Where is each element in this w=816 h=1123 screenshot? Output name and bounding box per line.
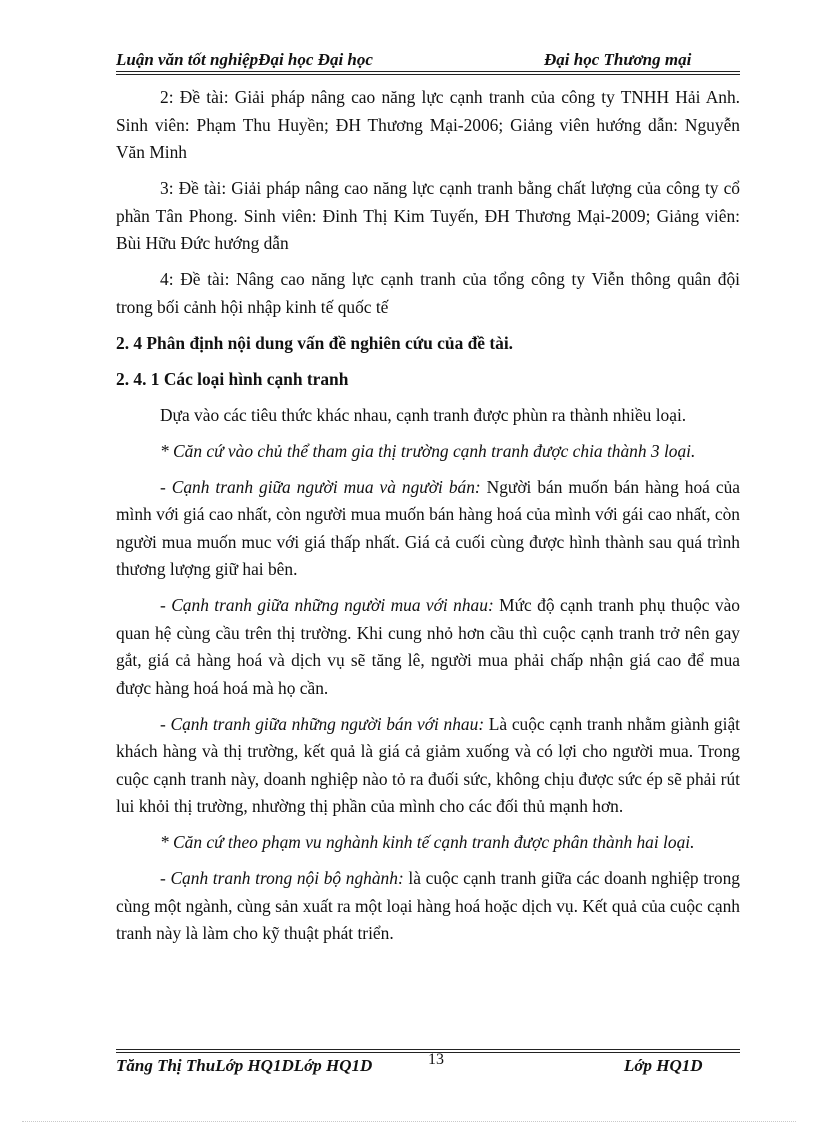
- paragraph-buyer-seller: [116, 474, 740, 584]
- criterion-industry: * Căn cứ theo phạm vu nghành kinh tế cạnh tranh được phân thành hai loại.: [160, 832, 695, 852]
- reference-item-4: 4: Đề tài: Nâng cao năng lực cạnh tranh của tổng công ty Viễn thông quân đội trong bối cảnh hội nhập kinh tế quốc tế: [116, 269, 740, 317]
- subsection-heading: 2. 4. 1 Các loại hình cạnh tranh: [116, 368, 349, 389]
- paragraph-title: - Cạnh tranh giữa những người mua với nhau:: [160, 595, 494, 615]
- paragraph-title: - Cạnh tranh giữa những người bán với nhau:: [160, 713, 485, 734]
- header-rule: [116, 71, 740, 72]
- paragraph-text: Mức độ cạnh tranh phụ thuộc vào quan hệ cùng cầu trên thị trường. Khi cung nhỏ hơn cầu thì cuộc cạnh tranh trở nên gay gắt, giá cả hàng hoá và dịch vụ sẽ tăng lê, người mua phải chấp nhận giá cao để mua được hàng hoá hoá mà họ cần.: [116, 595, 740, 698]
- reference-item-3: 3: Đề tài: Giải pháp nâng cao năng lực cạnh tranh bằng chất lượng của công ty cổ phần Tân Phong. Sinh viên: Đinh Thị Kim Tuyến, ĐH Thương Mại-2009; Giảng viên: Bùi Hữu Đức hướng dẫn: [116, 178, 740, 253]
- paragraph-title: - Cạnh tranh trong nội bộ nghành:: [160, 868, 404, 888]
- paragraph-text: Là cuộc cạnh tranh nhằm giành giật khách hàng và thị trường, kết quả là giá cả giảm xuống và có lợi cho người mua. Trong cuộc cạnh tranh này, doanh nghiệp nào tỏ ra đuối sức, không chịu được sức ép sẽ phải rút lui khỏi thị trường, nhường thị phần của mình cho các đối thủ mạnh hơn.: [116, 713, 740, 816]
- intro-paragraph: Dựa vào các tiêu thức khác nhau, cạnh tranh được phùn ra thành nhiều loại.: [160, 404, 687, 425]
- document-body: [116, 84, 740, 956]
- footer-rule-thin: [116, 1049, 740, 1050]
- footer-left-text: Tăng Thị ThuLớp HQ1DLớp HQ1D: [116, 1056, 373, 1075]
- criterion-subject: * Căn cứ vào chủ thể tham gia thị trường cạnh tranh được chia thành 3 loại.: [160, 440, 696, 461]
- footer-right-text: Lớp HQ1D: [624, 1056, 703, 1075]
- header-right-text: Đại học Thương mại: [544, 50, 692, 69]
- paragraph-text: Người bán muốn bán hàng hoá của mình với giá cao nhất, còn người mua muốn bán hàng hoá của mình với gái cao nhất, còn người mua muốn muc với giá thấp nhất. Giá cả cuối cùng được hình thành sau quá trình thương lượng giữ hai bên.: [116, 476, 740, 579]
- header-left-text: Luận văn tốt nghiệpĐại học Đại học: [116, 50, 373, 69]
- paragraph-text: là cuộc cạnh tranh giữa các doanh nghiệp trong cùng một ngành, cùng sản xuất ra một loại hàng hoá hoặc dịch vụ. Kết quả của cuộc cạnh tranh này là làm cho kỹ thuật phát triển.: [116, 868, 740, 943]
- section-heading: 2. 4 Phân định nội dung vấn đề nghiên cứu của đề tài.: [116, 332, 514, 353]
- page-boundary-line: [22, 1121, 796, 1122]
- paragraph-buyers: [116, 592, 740, 702]
- page-footer: [116, 1051, 740, 1078]
- header-rule-thin: [116, 74, 740, 75]
- paragraph-internal: [116, 865, 740, 948]
- paragraph-title: - Cạnh tranh giữa người mua và người bán:: [160, 476, 481, 497]
- page-header: [116, 50, 740, 72]
- paragraph-sellers: [116, 711, 740, 821]
- page-number: 13: [428, 1051, 444, 1068]
- reference-item-2: 2: Đề tài: Giải pháp nâng cao năng lực cạnh tranh của công ty TNHH Hải Anh. Sinh viên: Phạm Thu Huyền; ĐH Thương Mại-2006; Giảng viên hướng dẫn: Nguyễn Văn Minh: [116, 87, 740, 162]
